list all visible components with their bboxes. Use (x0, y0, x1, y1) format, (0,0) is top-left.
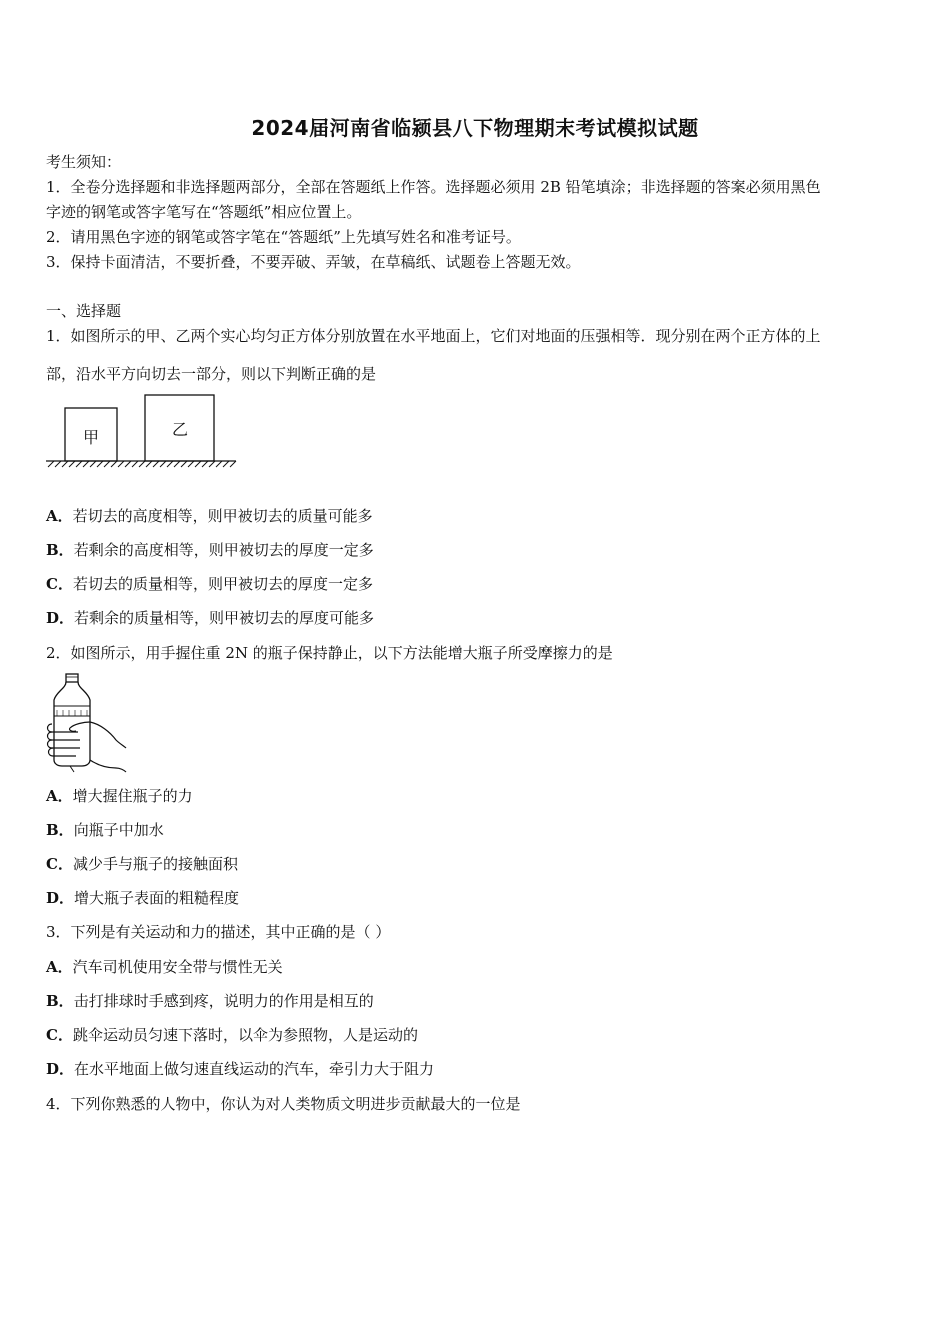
option-text: 跳伞运动员匀速下落时，以伞为参照物，人是运动的 (72, 1026, 418, 1044)
notice-line-1-cont: 字迹的钢笔或答字笔写在“答题纸”相应位置上。 (46, 203, 362, 221)
option-text: 增大握住瓶子的力 (72, 787, 193, 805)
option-text: 汽车司机使用安全带与惯性无关 (72, 958, 283, 976)
q2-option-b (46, 820, 164, 840)
notice-line-2: 2．请用黑色字迹的钢笔或答字笔在“答题纸”上先填写姓名和准考证号。 (46, 228, 521, 246)
q2-bottle-hand-figure (44, 672, 128, 774)
q3-option-c (46, 1025, 418, 1045)
option-letter: A． (46, 787, 73, 805)
page-title: 2024届河南省临颍县八下物理期末考试模拟试题 (251, 116, 699, 140)
q1-stem: 1．如图所示的甲、乙两个实心均匀正方体分别放置在水平地面上，它们对地面的压强相等．现分别在两个正方体的上 (46, 327, 821, 345)
option-text: 若切去的高度相等，则甲被切去的质量可能多 (72, 507, 373, 525)
q1-option-d (46, 608, 374, 628)
option-text: 击打排球时手感到疼，说明力的作用是相互的 (73, 992, 374, 1010)
q2-option-d (46, 888, 239, 908)
q3-stem: 3．下列是有关运动和力的描述，其中正确的是（ ） (46, 923, 391, 941)
q1-option-a (46, 506, 373, 526)
q3-option-d (46, 1059, 434, 1079)
option-letter: C． (46, 855, 73, 873)
option-letter: D． (46, 889, 75, 907)
option-letter: B． (46, 992, 74, 1010)
ground-hatch (48, 461, 236, 467)
q1-option-c (46, 574, 373, 594)
section-heading: 一、选择题 (46, 302, 122, 320)
q3-option-a (46, 957, 283, 977)
option-text: 减少手与瓶子的接触面积 (72, 855, 238, 873)
option-letter: B． (46, 541, 74, 559)
option-letter: A． (46, 507, 73, 525)
option-letter: A． (46, 958, 73, 976)
option-letter: D． (46, 1060, 75, 1078)
option-letter: B． (46, 821, 74, 839)
option-letter: C． (46, 575, 73, 593)
option-text: 在水平地面上做匀速直线运动的汽车，牵引力大于阻力 (74, 1060, 435, 1078)
q2-option-c (46, 854, 238, 874)
q2-option-a (46, 786, 193, 806)
notice-line-1: 1．全卷分选择题和非选择题两部分，全部在答题纸上作答。选择题必须用 2B 铅笔填涂；非选择题的答案必须用黑色 (46, 178, 821, 196)
q1-option-b (46, 540, 374, 560)
option-letter: D． (46, 609, 75, 627)
notice-heading: 考生须知： (46, 153, 122, 171)
option-text: 若切去的质量相等，则甲被切去的厚度一定多 (72, 575, 373, 593)
q1-stem-cont: 部，沿水平方向切去一部分，则以下判断正确的是 (46, 365, 377, 383)
cube-jia-label: 甲 (82, 428, 100, 447)
option-text: 向瓶子中加水 (73, 821, 164, 839)
option-text: 若剩余的质量相等，则甲被切去的厚度可能多 (74, 609, 375, 627)
q2-stem: 2．如图所示，用手握住重 2N 的瓶子保持静止，以下方法能增大瓶子所受摩擦力的是 (46, 644, 613, 662)
cube-yi-label: 乙 (171, 420, 189, 439)
notice-line-3: 3．保持卡面清洁，不要折叠，不要弄破、弄皱，在草稿纸、试题卷上答题无效。 (46, 253, 581, 271)
option-text: 增大瓶子表面的粗糙程度 (74, 889, 240, 907)
option-letter: C． (46, 1026, 73, 1044)
q3-option-b (46, 991, 374, 1011)
q1-cubes-figure (44, 392, 238, 470)
option-text: 若剩余的高度相等，则甲被切去的厚度一定多 (73, 541, 374, 559)
q4-stem: 4．下列你熟悉的人物中，你认为对人类物质文明进步贡献最大的一位是 (46, 1095, 521, 1113)
